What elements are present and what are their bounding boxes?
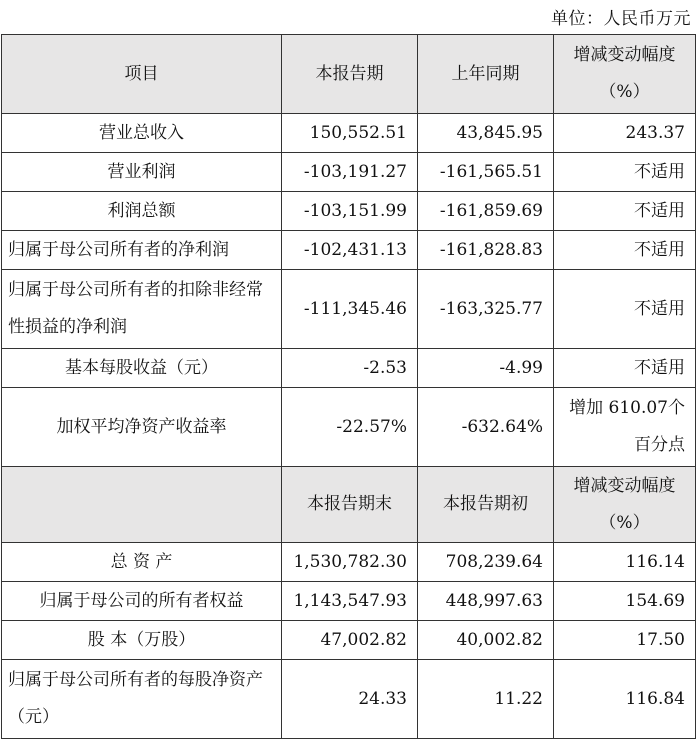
row-start: 11.22: [418, 660, 554, 739]
row-change: 116.84: [554, 660, 696, 739]
row-start: 708,239.64: [418, 543, 554, 582]
row-end: 47,002.82: [282, 621, 418, 660]
row-change: 不适用: [554, 349, 696, 388]
table-row: [2, 543, 696, 582]
row-end: 1,530,782.30: [282, 543, 418, 582]
table-row: [2, 349, 696, 388]
header-end-of-period: 本报告期末: [282, 467, 418, 543]
row-start: 448,997.63: [418, 582, 554, 621]
financial-summary-table: [1, 34, 696, 739]
row-change: 154.69: [554, 582, 696, 621]
table-row: [2, 582, 696, 621]
header-change-pct: 增减变动幅度（%）: [554, 35, 696, 114]
row-label: 归属于母公司所有者的扣除非经常性损益的净利润: [2, 270, 282, 349]
row-change: 17.50: [554, 621, 696, 660]
row-change: 增加 610.07个百分点: [554, 388, 696, 467]
table-row: [2, 621, 696, 660]
row-change: 不适用: [554, 153, 696, 192]
row-change: 不适用: [554, 192, 696, 231]
row-label: 利润总额: [2, 192, 282, 231]
table-row: [2, 114, 696, 153]
row-change: 不适用: [554, 270, 696, 349]
row-current: -2.53: [282, 349, 418, 388]
row-label: 总 资 产: [2, 543, 282, 582]
row-change: 243.37: [554, 114, 696, 153]
row-current: -103,191.27: [282, 153, 418, 192]
row-prior: -161,859.69: [418, 192, 554, 231]
table-row: [2, 388, 696, 467]
row-current: -22.57%: [282, 388, 418, 467]
row-prior: -163,325.77: [418, 270, 554, 349]
unit-label: 单位：人民币万元: [551, 9, 691, 29]
header-current-period: 本报告期: [282, 35, 418, 114]
row-change: 116.14: [554, 543, 696, 582]
row-start: 40,002.82: [418, 621, 554, 660]
table-row: [2, 153, 696, 192]
row-current: -111,345.46: [282, 270, 418, 349]
row-current: -103,151.99: [282, 192, 418, 231]
table-row: [2, 231, 696, 270]
row-prior: -161,565.51: [418, 153, 554, 192]
row-end: 1,143,547.93: [282, 582, 418, 621]
row-current: 150,552.51: [282, 114, 418, 153]
header-row-2: [2, 467, 696, 543]
row-prior: -161,828.83: [418, 231, 554, 270]
row-current: -102,431.13: [282, 231, 418, 270]
row-label: 归属于母公司的所有者权益: [2, 582, 282, 621]
row-label: 营业利润: [2, 153, 282, 192]
row-prior: -632.64%: [418, 388, 554, 467]
header-row: [2, 35, 696, 114]
table-row: [2, 192, 696, 231]
header-change-pct-2: 增减变动幅度（%）: [554, 467, 696, 543]
header-item: 项目: [2, 35, 282, 114]
row-prior: 43,845.95: [418, 114, 554, 153]
row-end: 24.33: [282, 660, 418, 739]
header-start-of-period: 本报告期初: [418, 467, 554, 543]
table-row: [2, 270, 696, 349]
row-label: 基本每股收益（元）: [2, 349, 282, 388]
row-prior: -4.99: [418, 349, 554, 388]
header-blank: [2, 467, 282, 543]
header-prior-period: 上年同期: [418, 35, 554, 114]
row-label: 归属于母公司所有者的每股净资产（元）: [2, 660, 282, 739]
row-label: 归属于母公司所有者的净利润: [2, 231, 282, 270]
row-label: 营业总收入: [2, 114, 282, 153]
row-label: 加权平均净资产收益率: [2, 388, 282, 467]
table-row: [2, 660, 696, 739]
row-label: 股 本（万股）: [2, 621, 282, 660]
row-change: 不适用: [554, 231, 696, 270]
